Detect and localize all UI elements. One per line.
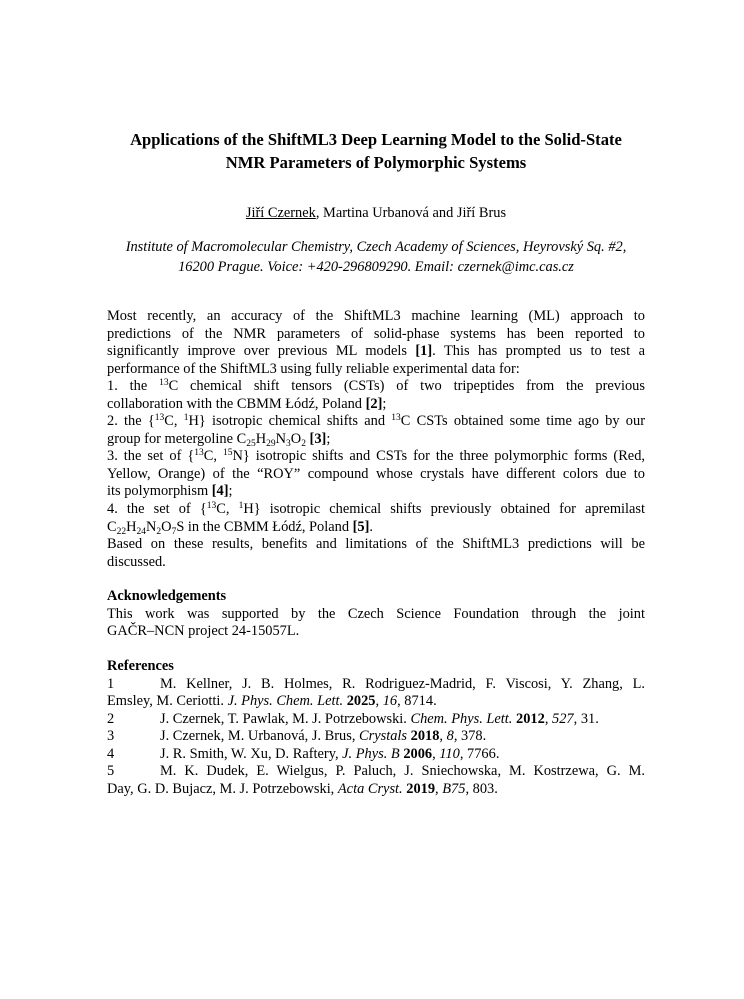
reference-authors: J. Czernek, T. Pawlak, M. J. Potrzebowski. (160, 710, 411, 727)
presenting-author: Jiří Czernek (245, 205, 316, 221)
reference-number: 4 (107, 745, 115, 762)
paper-title (107, 129, 645, 174)
list-item-4-cont (107, 519, 645, 537)
reference-volume: 8 (446, 728, 454, 745)
conclusion-line: Based on these results, benefits and limitations of the ShiftML3 predictions will be (107, 536, 645, 553)
citation-3: [3] (309, 430, 327, 447)
reference-authors: M. Kellner, J. B. Holmes, R. Rodriguez-Madrid, F. Viscosi, Y. Zhang, L. (160, 675, 645, 692)
superscript: 13 (154, 413, 165, 424)
text-run: C, (216, 501, 239, 518)
superscript: 1 (183, 413, 189, 424)
text-run: H} isotropic chemical shifts previously obtained for apremilast (243, 501, 645, 518)
reference-year: 2025 (346, 693, 376, 710)
citation-5: [5] (352, 518, 370, 535)
list-item-2 (107, 413, 645, 431)
text-run: ; (382, 395, 387, 412)
subscript: 24 (136, 526, 147, 537)
reference-pages: 803. (472, 780, 498, 797)
references-heading: References (107, 658, 174, 674)
reference-year: 2012 (516, 710, 545, 727)
text-run: C (107, 518, 117, 535)
reference-pages: 8714. (404, 693, 437, 710)
superscript: 15 (223, 448, 233, 459)
reference-authors: Day, G. D. Bujacz, M. J. Potrzebowski, (107, 780, 338, 797)
reference-authors: J. Czernek, M. Urbanová, J. Brus, (160, 728, 360, 745)
abstract-line: performance of the ShiftML3 using fully reliable experimental data for: (107, 360, 520, 377)
reference-line (107, 676, 645, 694)
citation-4: [4] (211, 483, 229, 500)
text-run: N (275, 430, 287, 447)
reference-volume: 527 (552, 710, 574, 727)
reference-journal: Chem. Phys. Lett. (410, 710, 513, 727)
text-run: 3. the set of { (107, 448, 195, 465)
reference-number: 5 (107, 763, 115, 780)
text-run: H (255, 430, 267, 447)
reference-volume: 16 (382, 693, 398, 710)
reference-number: 3 (107, 728, 115, 745)
reference-authors: M. K. Dudek, E. Wielgus, P. Paluch, J. Sniechowska, M. Kostrzewa, G. M. (160, 763, 645, 780)
list-item-3-cont (107, 483, 645, 501)
text-run: H (126, 518, 137, 535)
text-run: ; (228, 483, 233, 500)
superscript: 13 (194, 448, 204, 459)
text-run: 4. the set of { (107, 501, 207, 518)
reference-year: 2018 (410, 728, 440, 745)
acknowledgements-heading: Acknowledgements (107, 588, 227, 604)
acknowledgements-line: This work was supported by the Czech Science Foundation through the joint (107, 605, 645, 622)
reference-journal: J. Phys. B (342, 745, 400, 762)
list-item-4 (107, 501, 645, 519)
reference-item-1: 1 M. Kellner, J. B. Holmes, R. Rodriguez-Madrid, F. Viscosi, Y. Zhang, L. Emsley, M. Ceriotti. J. Phys. Chem. Lett. 2025, 16, 8714. (107, 675, 645, 710)
affiliation-line-2: 16200 Prague. Voice: +420-296809290. Email: czernek@imc.cas.cz (178, 259, 574, 275)
references-section (107, 658, 645, 798)
conclusion-line: discussed. (107, 553, 166, 570)
text-run: N (146, 518, 157, 535)
list-item-2-cont (107, 431, 645, 449)
reference-pages: 378. (461, 728, 487, 745)
text-run: collaboration with the CBMM Łódź, Poland (107, 395, 366, 412)
superscript: 13 (206, 501, 217, 512)
list-item-1-cont (107, 396, 645, 414)
abstract-line: predictions of the NMR parameters of solid-phase systems has been reported to (107, 325, 645, 342)
text-run: H} isotropic chemical shifts and (188, 413, 392, 430)
text-run: N} isotropic shifts and CSTs for the three polymorphic forms (Red, (232, 448, 645, 465)
title-line-1: Applications of the ShiftML3 Deep Learning Model to the Solid-State (130, 130, 622, 149)
abstract-line (107, 343, 645, 361)
superscript: 13 (391, 413, 401, 424)
text-run: C chemical shift tensors (CSTs) of two tripeptides from the previous (168, 378, 645, 395)
affiliation-line-1: Institute of Macromolecular Chemistry, Czech Academy of Sciences, Heyrovský Sq. #2, (125, 239, 627, 255)
reference-item-3: 3 J. Czernek, M. Urbanová, J. Brus, Crystals 2018, 8, 378. (107, 728, 487, 745)
text-run: . (369, 518, 374, 535)
abstract-body (107, 308, 645, 571)
reference-number: 2 (107, 710, 115, 727)
text-run: . This has prompted us to test a (432, 343, 645, 360)
author-list (107, 204, 645, 222)
superscript: 1 (238, 501, 244, 512)
text-run: 1. the (107, 378, 160, 395)
co-authors: , Martina Urbanová and Jiří Brus (315, 205, 507, 221)
reference-item-2: 2 J. Czernek, T. Pawlak, M. J. Potrzebowski. Chem. Phys. Lett. 2012, 527, 31. (107, 710, 599, 727)
reference-volume: 110 (439, 745, 460, 762)
text-run: 2. the { (107, 413, 155, 430)
reference-journal: J. Phys. Chem. Lett. (227, 693, 344, 710)
list-item-3-cont: Yellow, Orange) of the “ROY” compound whose crystals have different colors due to (107, 465, 645, 482)
reference-item-4: 4 J. R. Smith, W. Xu, D. Raftery, J. Phys. B 2006, 110, 7766. (107, 745, 500, 762)
reference-item-5: 5 M. K. Dudek, E. Wielgus, P. Paluch, J. Sniechowska, M. Kostrzewa, G. M. Day, G. D. Bujacz, M. J. Potrzebowski, Acta Cryst. 2019, B75, 803. (107, 763, 645, 797)
subscript: 3 (286, 438, 291, 449)
acknowledgements-line: GAČR–NCN project 24-15057L. (107, 623, 300, 640)
text-run: C CSTs obtained some time ago by our (400, 413, 645, 430)
text-run: O (290, 430, 302, 447)
text-run: C, (203, 448, 223, 465)
text-run: S in the CBMM Łódź, Poland (176, 518, 353, 535)
reference-journal: Acta Cryst. (337, 780, 403, 797)
title-line-2: NMR Parameters of Polymorphic Systems (225, 152, 527, 172)
subscript: 22 (116, 526, 127, 537)
reference-volume: B75 (442, 780, 466, 797)
reference-number: 1 (107, 675, 115, 692)
reference-authors: Emsley, M. Ceriotti. (107, 693, 228, 710)
superscript: 13 (159, 378, 169, 389)
reference-journal: Crystals (359, 728, 408, 745)
subscript: 29 (266, 438, 276, 449)
text-run: its polymorphism (107, 483, 212, 500)
subscript: 7 (171, 526, 177, 537)
reference-pages: 7766. (467, 745, 500, 762)
acknowledgements-section (107, 588, 645, 641)
subscript: 25 (246, 438, 256, 449)
reference-line (107, 763, 645, 781)
list-item-1 (107, 378, 645, 396)
text-run: O (161, 518, 172, 535)
citation-1: [1] (415, 343, 433, 360)
subscript: 2 (156, 526, 162, 537)
text-run: ; (326, 430, 331, 447)
reference-year: 2019 (406, 780, 436, 797)
reference-year: 2006 (403, 745, 433, 762)
subscript: 2 (301, 438, 306, 449)
text-run: C, (164, 413, 184, 430)
reference-pages: 31. (580, 710, 599, 727)
text-run: significantly improve over previous ML models (107, 343, 416, 360)
affiliation (107, 237, 645, 277)
reference-authors: J. R. Smith, W. Xu, D. Raftery, (160, 745, 343, 762)
citation-2: [2] (365, 395, 383, 412)
text-run: group for metergoline C (107, 430, 247, 447)
list-item-3 (107, 448, 645, 466)
abstract-line: Most recently, an accuracy of the ShiftML3 machine learning (ML) approach to (107, 308, 645, 324)
